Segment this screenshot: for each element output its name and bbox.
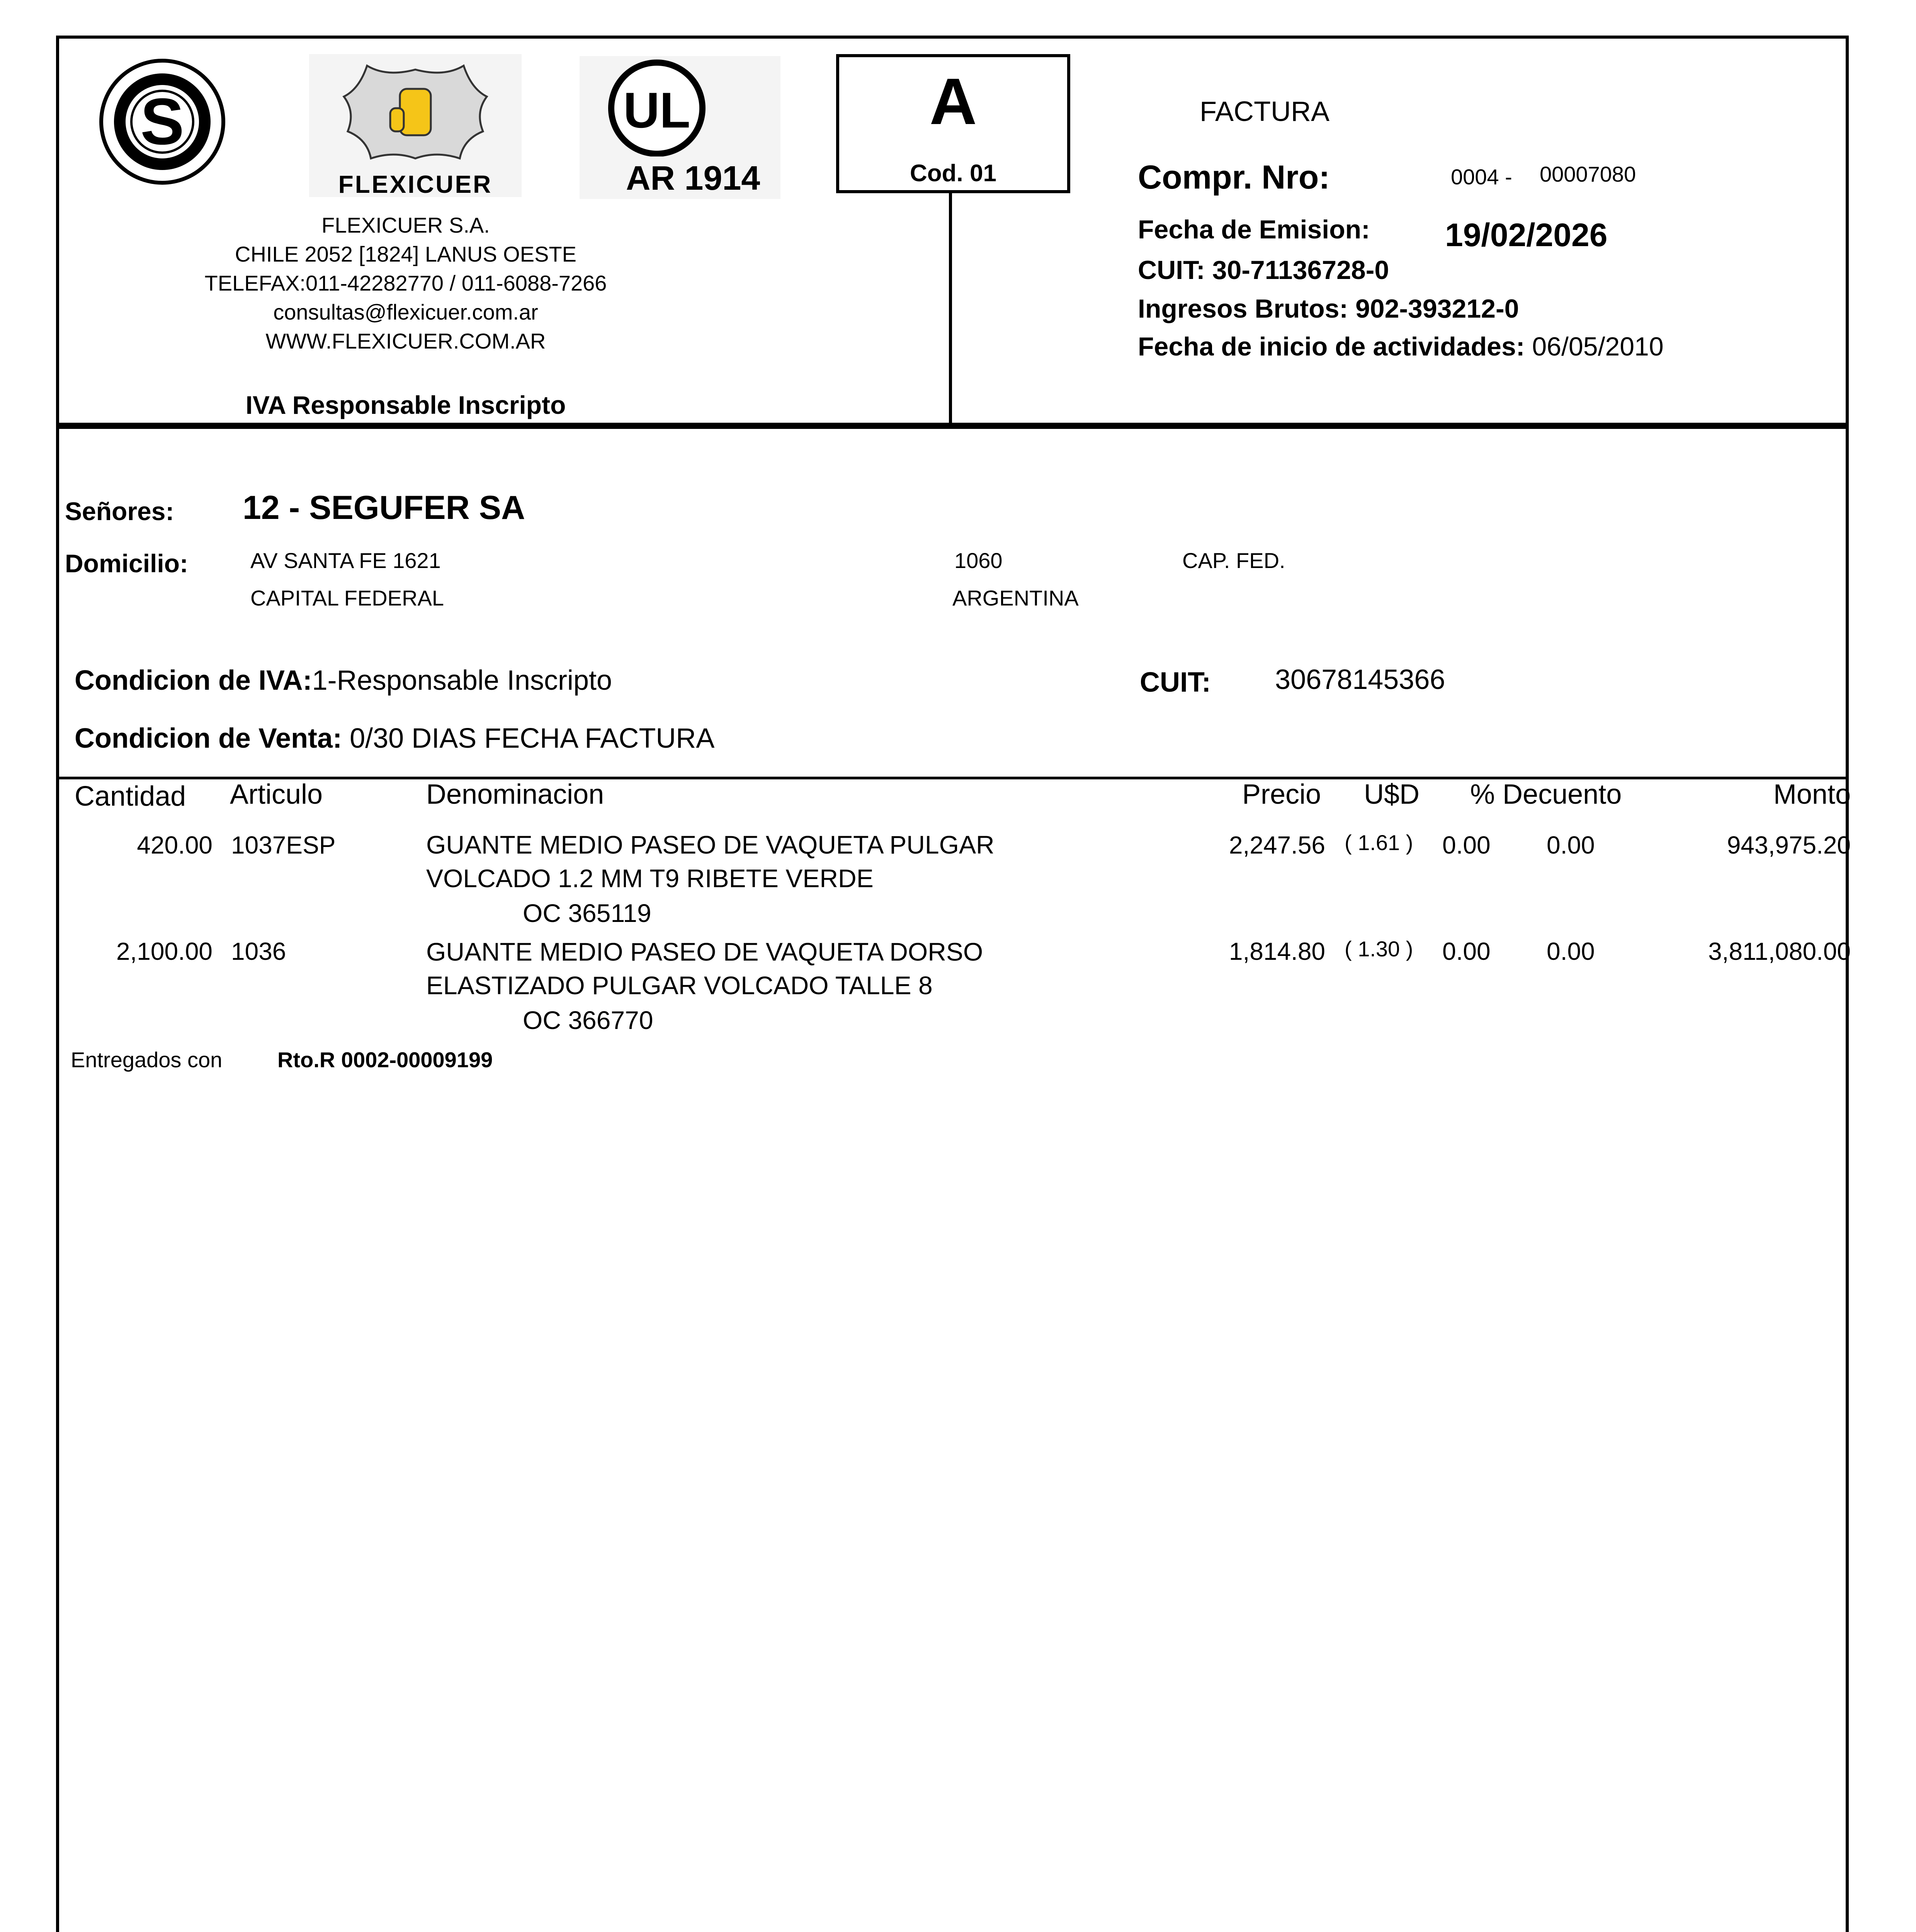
customer-zip: 1060	[954, 548, 1003, 573]
row-monto: 3,811,080.00	[1708, 937, 1851, 965]
sale-condition-value: 0/30 DIAS FECHA FACTURA	[350, 723, 715, 754]
col-header-descuento: % Decuento	[1470, 779, 1622, 810]
row-discount-2: 0.00	[1547, 831, 1595, 859]
col-header-usd: U$D	[1364, 779, 1420, 810]
customer-iva-condition	[75, 665, 612, 696]
company-iva-status: IVA Responsable Inscripto	[245, 391, 566, 419]
row-oc: OC 365119	[523, 899, 651, 927]
iva-condition-value: 1-Responsable Inscripto	[312, 665, 612, 696]
row-desc-line1: GUANTE MEDIO PASEO DE VAQUETA PULGAR	[426, 830, 995, 859]
row-oc: OC 366770	[523, 1006, 653, 1034]
row-precio: 2,247.56	[1229, 831, 1325, 859]
col-header-monto: Monto	[1773, 779, 1851, 810]
row-discount-1: 0.00	[1442, 937, 1491, 965]
activity-start	[1138, 332, 1664, 362]
iva-condition-label: Condicion de IVA:	[75, 665, 312, 696]
customer-city: CAP. FED.	[1182, 548, 1285, 573]
sale-condition-label: Condicion de Venta:	[75, 723, 342, 754]
flexicuer-brand-text: FLEXICUER	[338, 170, 493, 198]
sale-condition	[75, 723, 714, 754]
seal-logo	[99, 58, 226, 185]
company-address: CHILE 2052 [1824] LANUS OESTE	[235, 242, 576, 266]
company-web: WWW.FLEXICUER.COM.AR	[265, 329, 546, 353]
activity-start-date: 06/05/2010	[1532, 332, 1664, 361]
doc-letter: A	[929, 65, 977, 138]
col-header-precio: Precio	[1242, 779, 1321, 810]
customer-name: 12 - SEGUFER SA	[243, 489, 525, 526]
company-phone: TELEFAX:011-42282770 / 011-6088-7266	[204, 271, 607, 295]
company-email: consultas@flexicuer.com.ar	[273, 300, 538, 324]
col-header-denominacion: Denominacion	[426, 779, 604, 810]
row-precio: 1,814.80	[1229, 937, 1325, 965]
delivered-remito: Rto.R 0002-00009199	[277, 1048, 493, 1072]
body-left-border	[56, 426, 59, 1932]
customer-address-1: AV SANTA FE 1621	[250, 548, 441, 573]
invoice-title: FACTURA	[1200, 96, 1330, 127]
delivered-with-label: Entregados con	[71, 1048, 223, 1072]
row-desc-line1: GUANTE MEDIO PASEO DE VAQUETA DORSO	[426, 937, 983, 966]
leather-hide-glove-icon	[309, 54, 522, 170]
ul-code: AR 1914	[626, 159, 760, 197]
header-vertical-divider	[949, 193, 952, 425]
customer-cuit: 30678145366	[1275, 664, 1445, 695]
invoice-date: 19/02/2026	[1445, 217, 1608, 253]
flexicuer-logo	[309, 54, 522, 197]
body-right-border	[1846, 426, 1849, 1932]
row-cantidad: 420.00	[137, 831, 213, 859]
customer-address-2: CAPITAL FEDERAL	[250, 586, 444, 610]
customer-cuit-label: CUIT:	[1140, 667, 1211, 698]
ul-logo	[580, 56, 780, 199]
issuer-cuit: CUIT: 30-71136728-0	[1138, 255, 1389, 285]
row-discount-2: 0.00	[1547, 937, 1595, 965]
row-usd: ( 1.30 )	[1345, 937, 1413, 961]
header-divider	[56, 426, 1849, 429]
activity-start-label: Fecha de inicio de actividades:	[1138, 332, 1525, 361]
row-discount-1: 0.00	[1442, 831, 1491, 859]
col-header-cantidad: Cantidad	[75, 781, 186, 812]
ul-letters: UL	[623, 82, 690, 138]
issuer-iibb: Ingresos Brutos: 902-393212-0	[1138, 294, 1519, 323]
domicilio-label: Domicilio:	[65, 549, 189, 578]
row-desc-line2: VOLCADO 1.2 MM T9 RIBETE VERDE	[426, 864, 874, 893]
senores-label: Señores:	[65, 497, 174, 526]
invoice-date-label: Fecha de Emision:	[1138, 215, 1370, 244]
invoice-number: 00007080	[1540, 162, 1636, 186]
row-usd: ( 1.61 )	[1345, 830, 1413, 855]
doc-code: Cod. 01	[910, 160, 996, 187]
invoice-number-label: Compr. Nro:	[1138, 159, 1330, 196]
seal-letter: S	[140, 85, 184, 158]
row-cantidad: 2,100.00	[116, 937, 213, 965]
doc-type-box	[836, 54, 1070, 193]
col-header-articulo: Articulo	[230, 779, 323, 810]
invoice-pos: 0004 -	[1451, 165, 1512, 189]
customer-country: ARGENTINA	[952, 586, 1079, 610]
company-name: FLEXICUER S.A.	[321, 213, 490, 237]
row-desc-line2: ELASTIZADO PULGAR VOLCADO TALLE 8	[426, 971, 933, 1000]
row-monto: 943,975.20	[1727, 831, 1851, 859]
row-articulo: 1037ESP	[231, 831, 336, 859]
row-articulo: 1036	[231, 937, 286, 965]
